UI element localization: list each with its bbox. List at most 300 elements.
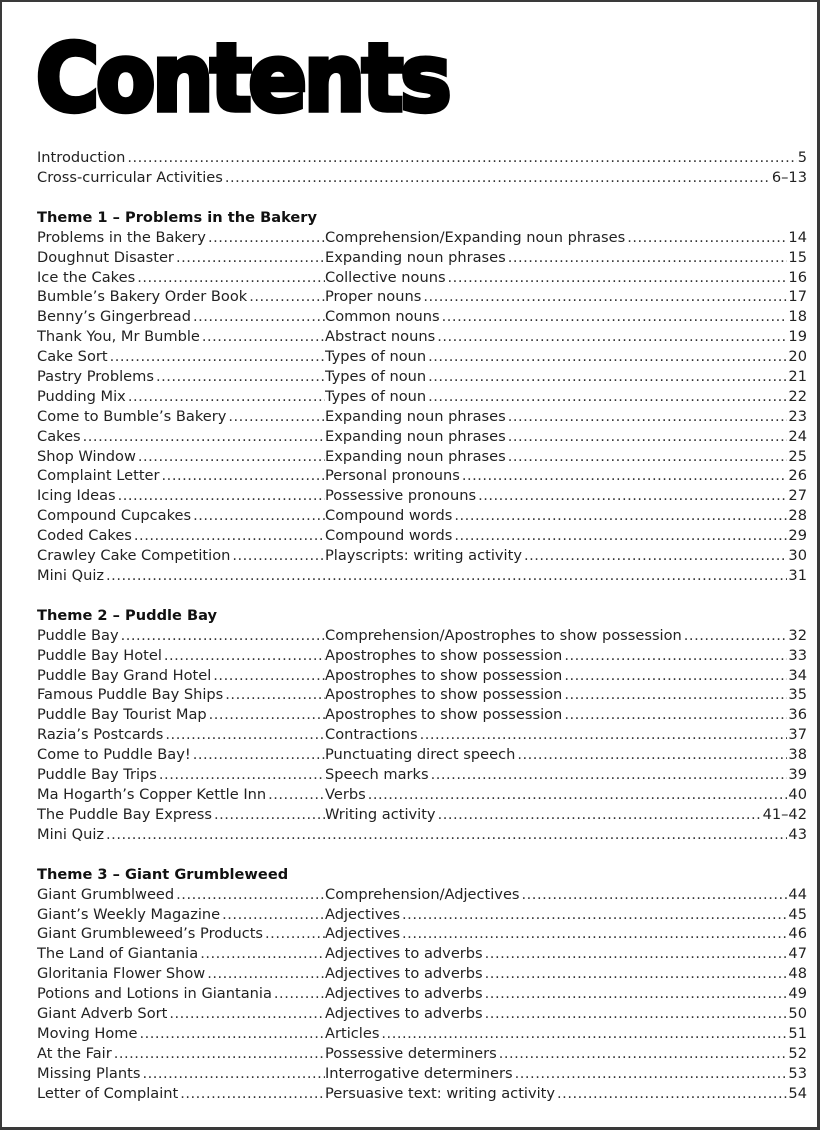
page-number: 17 [788, 288, 807, 306]
dot-leader [508, 407, 788, 427]
entry-title: Razia’s Postcards [37, 726, 164, 744]
dot-leader [462, 466, 788, 486]
entry-title: Thank You, Mr Bumble [37, 328, 200, 346]
entry-topic: Types of noun [325, 348, 427, 366]
entry-title: Puddle Bay Trips [37, 766, 157, 784]
toc-entry[interactable] [37, 506, 807, 526]
dot-leader [162, 466, 325, 486]
dot-leader [684, 626, 788, 646]
dot-leader [265, 924, 325, 944]
dot-leader [114, 1044, 325, 1064]
toc-entry[interactable] [37, 1004, 807, 1024]
entry-topic: Possessive pronouns [325, 487, 477, 505]
toc-entry[interactable] [37, 805, 807, 825]
toc-entry[interactable] [37, 546, 807, 566]
dot-leader [454, 526, 787, 546]
page-number: 27 [788, 487, 807, 505]
toc-entry[interactable] [37, 885, 807, 905]
entry-topic-cell [325, 745, 807, 765]
entry-topic-cell [325, 725, 807, 745]
toc-entry[interactable] [37, 944, 807, 964]
page-number: 31 [788, 566, 807, 584]
dot-leader [176, 885, 325, 905]
entry-title-cell [37, 765, 325, 785]
dot-leader [137, 268, 325, 288]
dot-leader [106, 566, 787, 586]
entry-topic: Speech marks [325, 766, 429, 784]
entry-title: Famous Puddle Bay Ships [37, 686, 224, 704]
dot-leader [508, 447, 788, 467]
toc-entry[interactable] [37, 447, 807, 467]
dot-leader [431, 765, 788, 785]
dot-leader [437, 327, 787, 347]
page-number: 40 [788, 785, 807, 803]
entry-topic: Adjectives to adverbs [325, 985, 483, 1003]
toc-entry[interactable] [37, 745, 807, 765]
entry-title-cell [37, 666, 325, 686]
entry-title-cell [37, 387, 325, 407]
entry-title-cell [37, 466, 325, 486]
entry-title-cell [37, 785, 325, 805]
entry-topic-cell [325, 447, 807, 467]
toc-entry[interactable] [37, 347, 807, 367]
entry-topic-cell [325, 626, 807, 646]
entry-title-cell [37, 546, 325, 566]
dot-leader [225, 168, 771, 188]
entry-title: Problems in the Bakery [37, 228, 206, 246]
theme-section [37, 207, 807, 586]
entry-topic: Comprehension/Expanding noun phrases [325, 228, 626, 246]
entry-topic-cell [325, 964, 807, 984]
toc-entry[interactable] [37, 466, 807, 486]
entry-topic-cell [325, 526, 807, 546]
dot-leader [274, 984, 325, 1004]
entry-title: Benny’s Gingerbread [37, 308, 191, 326]
dot-leader [164, 646, 325, 666]
entry-title-cell [37, 1064, 325, 1084]
dot-leader [225, 685, 325, 705]
dot-leader [193, 745, 325, 765]
entry-topic-cell [325, 984, 807, 1004]
page-number: 29 [788, 527, 807, 545]
entry-topic-cell [325, 486, 807, 506]
entry-topic: Interrogative determiners [325, 1064, 513, 1082]
dot-leader [485, 964, 788, 984]
entry-topic: Persuasive text: writing activity [325, 1084, 556, 1102]
dot-leader [524, 546, 787, 566]
entry-topic: Adjectives to adverbs [325, 965, 483, 983]
page-number: 45 [788, 905, 807, 923]
entry-topic-cell [325, 1024, 807, 1044]
page-number: 15 [788, 248, 807, 266]
entry-topic: Apostrophes to show possession [325, 706, 563, 724]
entry-title: Mini Quiz [37, 566, 105, 584]
page-number: 50 [788, 1004, 807, 1022]
entry-topic: Verbs [325, 785, 366, 803]
page-number: 44 [788, 885, 807, 903]
toc-entry[interactable] [37, 1044, 807, 1064]
dot-leader [420, 725, 788, 745]
page-number: 35 [788, 686, 807, 704]
toc-entry[interactable] [37, 327, 807, 347]
entry-topic-cell [325, 287, 807, 307]
entry-title-cell [37, 347, 325, 367]
toc-entry[interactable] [37, 148, 807, 168]
entry-topic: Common nouns [325, 308, 440, 326]
entry-topic: Adjectives [325, 905, 401, 923]
entry-title: Giant Grumbleweed’s Products [37, 925, 264, 943]
entry-topic-cell [325, 646, 807, 666]
page-number: 52 [788, 1044, 807, 1062]
entry-topic: Adjectives [325, 925, 401, 943]
entry-topic: Contractions [325, 726, 418, 744]
dot-leader [165, 725, 325, 745]
page-number: 41–42 [762, 805, 807, 823]
entry-topic: Proper nouns [325, 288, 422, 306]
dot-leader [232, 546, 325, 566]
entry-topic: Apostrophes to show possession [325, 686, 563, 704]
entry-topic-cell [325, 885, 807, 905]
entry-title-cell [37, 905, 325, 925]
entry-title: Complaint Letter [37, 467, 160, 485]
entry-topic-cell [325, 666, 807, 686]
toc-entry[interactable] [37, 626, 807, 646]
dot-leader [83, 427, 325, 447]
toc-entry[interactable] [37, 725, 807, 745]
toc-entry[interactable] [37, 387, 807, 407]
entry-title-cell [37, 705, 325, 725]
dot-leader [485, 984, 788, 1004]
dot-leader [139, 1024, 325, 1044]
dot-leader [478, 486, 787, 506]
dot-leader [368, 785, 788, 805]
entry-title: Mini Quiz [37, 825, 105, 843]
toc-entry[interactable] [37, 228, 807, 248]
page-number: 6–13 [771, 168, 807, 186]
entry-title-cell [37, 944, 325, 964]
entry-title: Come to Bumble’s Bakery [37, 407, 227, 425]
entry-title-cell [37, 248, 325, 268]
toc-entry[interactable] [37, 685, 807, 705]
entry-title-cell [37, 506, 325, 526]
entry-topic: Personal pronouns [325, 467, 460, 485]
dot-leader [515, 1064, 788, 1084]
toc-entry-mini-quiz[interactable] [37, 566, 807, 586]
entry-topic: Abstract nouns [325, 328, 436, 346]
entry-title: Giant Grumblweed [37, 885, 175, 903]
toc-entry[interactable] [37, 705, 807, 725]
entry-title-cell [37, 367, 325, 387]
dot-leader [159, 765, 325, 785]
entry-title: Bumble’s Bakery Order Book [37, 288, 248, 306]
entry-title-cell [37, 526, 325, 546]
entry-topic: Writing activity [325, 805, 436, 823]
page-number: 30 [788, 547, 807, 565]
dot-leader [193, 506, 325, 526]
entry-topic-cell [325, 546, 807, 566]
dot-leader [508, 248, 788, 268]
dot-leader [438, 805, 762, 825]
dot-leader [169, 1004, 325, 1024]
toc-entry[interactable] [37, 1084, 807, 1104]
toc-entry[interactable] [37, 526, 807, 546]
toc-entry[interactable] [37, 1024, 807, 1044]
entry-title: Come to Puddle Bay! [37, 746, 191, 764]
entry-topic: Expanding noun phrases [325, 447, 506, 465]
dot-leader [428, 367, 787, 387]
toc-entry[interactable] [37, 964, 807, 984]
entry-topic: Collective nouns [325, 268, 446, 286]
entry-title: Puddle Bay Grand Hotel [37, 666, 212, 684]
toc-entry[interactable] [37, 924, 807, 944]
dot-leader [428, 347, 787, 367]
entry-title: Gloritania Flower Show [37, 965, 206, 983]
dot-leader [142, 1064, 325, 1084]
toc-entry[interactable] [37, 168, 807, 188]
section-spacer [37, 845, 807, 864]
entry-title: Icing Ideas [37, 487, 116, 505]
toc-entry[interactable] [37, 765, 807, 785]
themes-container [37, 188, 807, 1104]
dot-leader [454, 506, 787, 526]
entry-topic-cell [325, 1064, 807, 1084]
entry-title-cell [37, 1044, 325, 1064]
entry-topic: Compound words [325, 527, 453, 545]
toc-entry[interactable] [37, 268, 807, 288]
entry-title: Ice the Cakes [37, 268, 136, 286]
entry-title: Puddle Bay [37, 626, 119, 644]
entry-label: Introduction [37, 149, 126, 166]
dot-leader [508, 427, 788, 447]
dot-leader [557, 1084, 787, 1104]
entry-title-cell [37, 486, 325, 506]
entry-title-cell [37, 685, 325, 705]
entry-title-cell [37, 1004, 325, 1024]
toc-entry[interactable] [37, 307, 807, 327]
page-number: 49 [788, 985, 807, 1003]
page-number: 16 [788, 268, 807, 286]
page-number: 21 [788, 368, 807, 386]
page-number: 37 [788, 726, 807, 744]
entry-topic-cell [325, 307, 807, 327]
dot-leader [214, 805, 325, 825]
entry-topic-cell [325, 685, 807, 705]
page-number: 54 [788, 1084, 807, 1102]
page-number: 33 [788, 646, 807, 664]
dot-leader [176, 248, 325, 268]
page-number: 32 [788, 626, 807, 644]
entry-title-cell [37, 407, 325, 427]
dot-leader [564, 646, 787, 666]
entry-title: Missing Plants [37, 1064, 141, 1082]
page-number: 46 [788, 925, 807, 943]
entry-title: Pudding Mix [37, 387, 126, 405]
entry-topic-cell [325, 1044, 807, 1064]
entry-title-cell [37, 885, 325, 905]
entry-topic: Apostrophes to show possession [325, 666, 563, 684]
page-number: 38 [788, 746, 807, 764]
section-spacer [37, 188, 807, 207]
entry-topic: Expanding noun phrases [325, 427, 506, 445]
dot-leader [222, 905, 325, 925]
entry-line [37, 566, 807, 586]
entry-title: The Puddle Bay Express [37, 805, 212, 823]
dot-leader [110, 347, 325, 367]
entry-topic-cell [325, 248, 807, 268]
dot-leader [428, 387, 787, 407]
entry-topic: Playscripts: writing activity [325, 547, 522, 565]
entry-topic-cell [325, 805, 807, 825]
dot-leader [193, 307, 325, 327]
entry-title: Puddle Bay Hotel [37, 646, 162, 664]
dot-leader [522, 885, 788, 905]
entry-topic-cell [325, 347, 807, 367]
entry-title: Cakes [37, 427, 81, 445]
entry-title-cell [37, 924, 325, 944]
entry-topic-cell [325, 268, 807, 288]
entry-topic-cell [325, 765, 807, 785]
page-number: 14 [788, 228, 807, 246]
entry-title: Potions and Lotions in Giantania [37, 985, 272, 1003]
toc-entry[interactable] [37, 984, 807, 1004]
entry-topic-cell [325, 705, 807, 725]
page-number: 26 [788, 467, 807, 485]
entry-topic-cell [325, 785, 807, 805]
entry-title: Shop Window [37, 447, 136, 465]
entry-title-cell [37, 1024, 325, 1044]
entry-title: Moving Home [37, 1024, 138, 1042]
dot-leader [517, 745, 787, 765]
entry-topic: Comprehension/Adjectives [325, 885, 520, 903]
dot-leader [128, 387, 325, 407]
toc-entry[interactable] [37, 287, 807, 307]
page-number: 25 [788, 447, 807, 465]
dot-leader [448, 268, 788, 288]
dot-leader [499, 1044, 788, 1064]
toc-entry[interactable] [37, 248, 807, 268]
entry-title: Pastry Problems [37, 368, 154, 386]
entry-title-cell [37, 805, 325, 825]
page-number: 53 [788, 1064, 807, 1082]
entry-topic-cell [325, 466, 807, 486]
toc-entry[interactable] [37, 666, 807, 686]
dot-leader [180, 1084, 325, 1104]
intro-section [37, 148, 807, 188]
entry-topic-cell [325, 407, 807, 427]
entry-topic-cell [325, 944, 807, 964]
entry-title-cell [37, 287, 325, 307]
entry-topic-cell [325, 387, 807, 407]
dot-leader [564, 705, 787, 725]
toc-entry[interactable] [37, 785, 807, 805]
entry-topic: Comprehension/Apostrophes to show possession [325, 626, 682, 644]
entry-line [37, 168, 807, 188]
dot-leader [423, 287, 787, 307]
dot-leader [402, 924, 787, 944]
dot-leader [627, 228, 787, 248]
entry-topic-cell [325, 427, 807, 447]
entry-title-cell [37, 307, 325, 327]
entry-topic: Types of noun [325, 368, 427, 386]
page-number: 51 [788, 1024, 807, 1042]
toc-entry-mini-quiz[interactable] [37, 825, 807, 845]
entry-title: Puddle Bay Tourist Map [37, 706, 207, 724]
toc-entry[interactable] [37, 367, 807, 387]
entry-topic-cell [325, 924, 807, 944]
toc-entry[interactable] [37, 1064, 807, 1084]
theme-heading: Theme 2 – Puddle Bay [37, 606, 218, 624]
dot-leader [485, 944, 788, 964]
toc-entry[interactable] [37, 486, 807, 506]
page-number: 24 [788, 427, 807, 445]
entry-title: The Land of Giantania [37, 945, 199, 963]
entry-title: Ma Hogarth’s Copper Kettle Inn [37, 785, 267, 803]
dot-leader [213, 666, 325, 686]
entry-title-cell [37, 268, 325, 288]
entry-title: Compound Cupcakes [37, 507, 192, 525]
theme-section [37, 605, 807, 845]
dot-leader [127, 148, 796, 168]
dot-leader [402, 905, 787, 925]
dot-leader [381, 1024, 787, 1044]
entry-topic: Adjectives to adverbs [325, 1004, 483, 1022]
dot-leader [156, 367, 325, 387]
page-number: 5 [797, 149, 807, 166]
page-number: 47 [788, 945, 807, 963]
table-of-contents [37, 148, 807, 1103]
entry-title-cell [37, 745, 325, 765]
entry-title-cell [37, 427, 325, 447]
entry-topic-cell [325, 1084, 807, 1104]
dot-leader [106, 825, 787, 845]
page-number: 34 [788, 666, 807, 684]
toc-entry[interactable] [37, 905, 807, 925]
entry-topic: Expanding noun phrases [325, 407, 506, 425]
toc-entry[interactable] [37, 646, 807, 666]
page-number: 18 [788, 308, 807, 326]
entry-topic-cell [325, 905, 807, 925]
toc-entry[interactable] [37, 407, 807, 427]
section-spacer [37, 586, 807, 605]
theme-section [37, 864, 807, 1104]
entry-title-cell [37, 984, 325, 1004]
dot-leader [249, 287, 325, 307]
entry-title: Giant’s Weekly Magazine [37, 905, 221, 923]
dot-leader [228, 407, 325, 427]
dot-leader [209, 705, 325, 725]
toc-entry[interactable] [37, 427, 807, 447]
dot-leader [442, 307, 788, 327]
page-number: 43 [788, 825, 807, 843]
page-number: 20 [788, 348, 807, 366]
entry-topic: Punctuating direct speech [325, 746, 516, 764]
entry-topic: Expanding noun phrases [325, 248, 506, 266]
entry-topic-cell [325, 228, 807, 248]
entry-topic-cell [325, 367, 807, 387]
dot-leader [268, 785, 325, 805]
entry-title: At the Fair [37, 1044, 112, 1062]
entry-topic: Articles [325, 1024, 380, 1042]
page-number: 48 [788, 965, 807, 983]
entry-title: Crawley Cake Competition [37, 547, 231, 565]
dot-leader [121, 626, 325, 646]
dot-leader [564, 685, 787, 705]
theme-heading: Theme 1 – Problems in the Bakery [37, 208, 317, 226]
entry-line [37, 148, 807, 168]
dot-leader [485, 1004, 788, 1024]
entry-topic: Apostrophes to show possession [325, 646, 563, 664]
page-title: Contents [36, 24, 449, 133]
